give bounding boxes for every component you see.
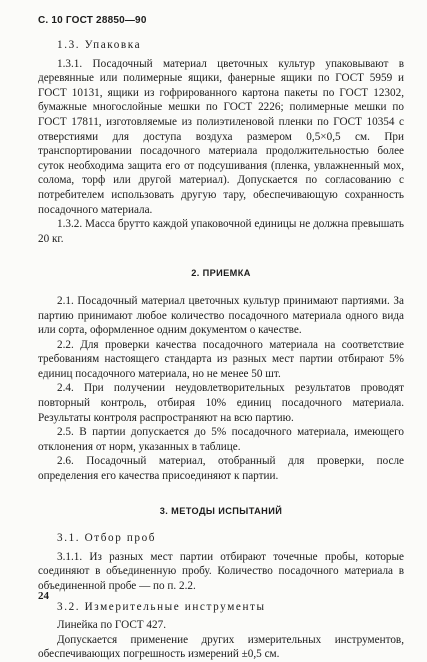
paragraph-3-2-tolerance: Допускается применение других измерительных инструментов, обеспечивающих погрешность измерений ±0,5 см. <box>38 633 404 661</box>
paragraph-1-3-1: 1.3.1. Посадочный материал цветочных культур упаковывают в деревянные или полимерные ящики, фанерные ящики по ГОСТ 5959 и ГОСТ 10131, ящики из гофрированного картона пакеты по ГОСТ 12302, бумажные многослойные мешки по ГОСТ 2226; полимерные мешки по ГОСТ 17811, изготовляемые из полиэтиленовой пленки по ГОСТ 10354 с отверстиями для доступа воздуха размером 0,5×0,5 см. При транспортировании посадочного материала продолжительностью более суток необходима защита его от подсушивания (пленка, увлажненный мох, солома, торф или другой материал). Допускается по согласованию с потребителем использовать другую тару, обеспечивающую сохранность посадочного материала. <box>38 57 404 216</box>
page-header: С. 10 ГОСТ 28850—90 <box>38 15 147 26</box>
subsection-3-1-title: 3.1. Отбор проб <box>57 532 157 545</box>
subsection-1-3-title: 1.3. Упаковка <box>57 39 142 51</box>
page-content <box>38 38 404 662</box>
subsection-3-2-title: 3.2. Измерительные инструменты <box>57 600 266 613</box>
paragraph-3-1-1: 3.1.1. Из разных мест партии отбирают точечные пробы, которые соединяют в объединенную пробу. Количество посадочного материала в объединенной пробе — по п. 2.2. <box>38 550 404 592</box>
paragraph-2-5: 2.5. В партии допускается до 5% посадочного материала, имеющего отклонения от норм, указанных в таблице. <box>38 426 404 453</box>
paragraph-2-2: 2.2. Для проверки качества посадочного материала на соответствие требованиям настоящего стандарта из разных мест партии отбирают 5% единиц посадочного материала, но не менее 50 шт. <box>38 338 404 380</box>
paragraph-2-6: 2.6. Посадочный материал, отобранный для проверки, после определения его качества присоединяют к партии. <box>38 455 404 483</box>
page-number: 24 <box>38 590 49 602</box>
section-2-title: 2. ПРИЕМКА <box>191 268 251 279</box>
section-3-title: 3. МЕТОДЫ ИСПЫТАНИЙ <box>159 505 283 516</box>
paragraph-2-1: 2.1. Посадочный материал цветочных культур принимают партиями. За партию принимают любое количество посадочного материала одного вида или сорта, оформленное одним документом о качестве. <box>38 294 404 337</box>
paragraph-3-2-ruler: Линейка по ГОСТ 427. <box>57 619 166 632</box>
paragraph-1-3-2: 1.3.2. Масса брутто каждой упаковочной единицы не должна превышать 20 кг. <box>38 218 404 245</box>
paragraph-2-4: 2.4. При получении неудовлетворительных результатов проводят повторный контроль, отбирая 10% единиц посадочного материала. Результаты контроля распространяют на всю партию. <box>38 382 404 424</box>
